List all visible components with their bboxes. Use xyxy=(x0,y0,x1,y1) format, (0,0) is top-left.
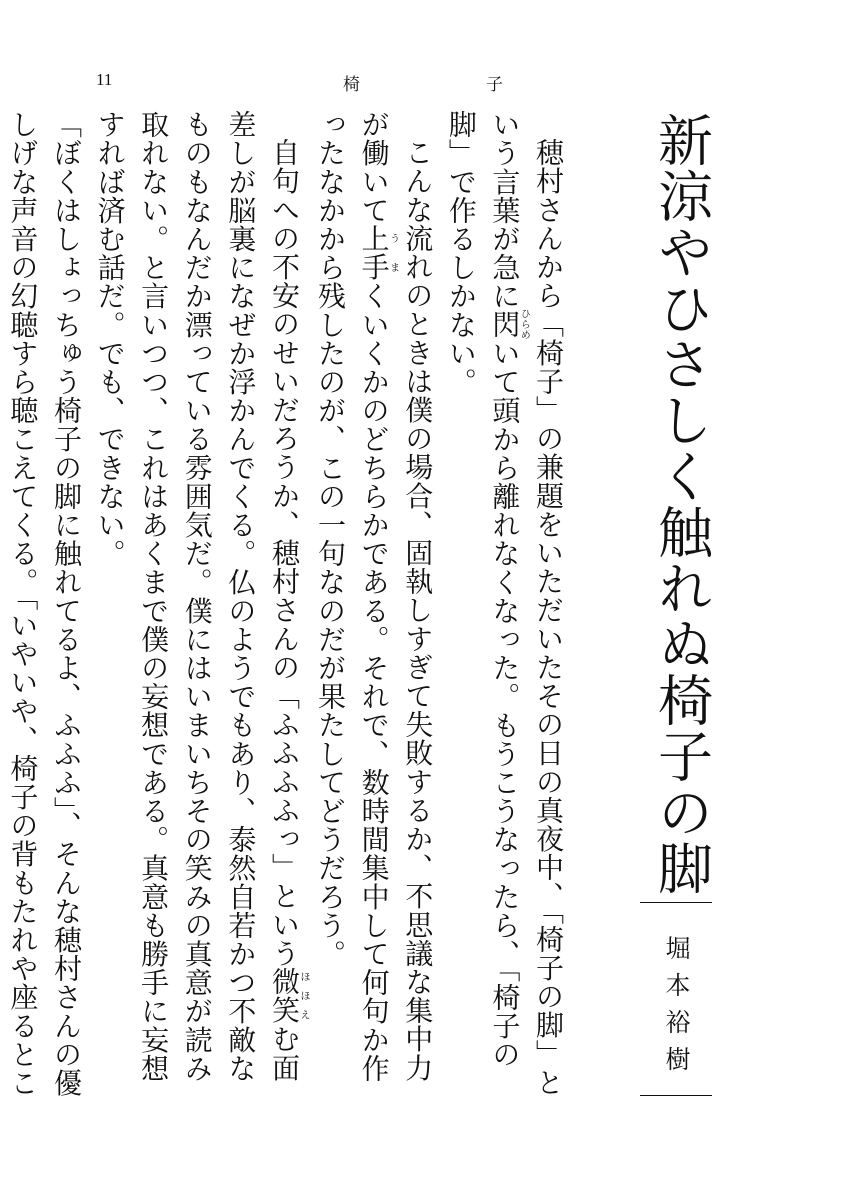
paragraph-text: む面差しが脳裏になぜか浮かんでくる。仏のようでもあり、泰然自若かつ不敵なものもなんだか漂っている雰囲気だ。僕にはいまいちその笑みの真意が読み取れない。と言いつつ、これはあくまで僕の妄想である。真意も勝手に妄想すれば済む話だ。でも、できない。 xyxy=(93,110,301,1083)
essay-body xyxy=(6,110,570,1100)
paragraph xyxy=(88,110,308,1100)
paragraph-text: いて頭から離れなくなった。もうこうなったら、「椅子の脚」で作るしかない。 xyxy=(444,110,522,1069)
running-title xyxy=(343,70,503,94)
paragraph-text: こんな流れのときは僕の場合、固執しすぎて失敗するか、不思議な集中力が働いて xyxy=(357,110,435,1082)
paragraph xyxy=(439,110,570,1100)
page-number: 11 xyxy=(96,70,113,89)
ruby-reading: うま xyxy=(387,224,399,282)
author-rule-bottom xyxy=(640,1095,712,1096)
paragraph-text: 「ぼくはしょっちゅう椅子の脚に触れてるよ、ふふふ」、そんな穂村さんの優しげな声音の幻聴すら聴こえてくる。「いやいや、椅子の背もたれや座るとこ xyxy=(6,110,83,1097)
paragraph xyxy=(0,110,88,1100)
author-name: 堀本裕樹 xyxy=(662,935,691,1083)
paragraph xyxy=(308,110,439,1100)
ruby-reading: ほほえ xyxy=(297,967,309,1025)
ruby-word: 上手うま xyxy=(357,224,399,282)
haiku-title: 新涼やひさしく触れぬ椅子の脚 xyxy=(649,112,713,896)
author-rule-top xyxy=(640,902,712,903)
paragraph-text: 自句への不安のせいだろうか、穂村さんの「ふふふふっ」という xyxy=(267,138,301,968)
paragraph-text: 穂村さんから「椅子」の兼題をいただいたその日の真夜中、「椅子の脚」という言葉が急に xyxy=(488,110,565,1097)
ruby-reading: ひらめ xyxy=(518,308,530,341)
paragraph-text: くいくかのどちらかである。それで、数時間集中して何句か作ったなかから残したのが、この一句なのだが果たしてどうだろう。 xyxy=(314,110,391,1083)
ruby-word: 微笑ほほえ xyxy=(267,967,309,1025)
running-title-char-1: 椅 xyxy=(343,75,360,95)
ruby-word: 閃ひらめ xyxy=(488,308,530,341)
running-title-char-2: 子 xyxy=(486,75,503,95)
